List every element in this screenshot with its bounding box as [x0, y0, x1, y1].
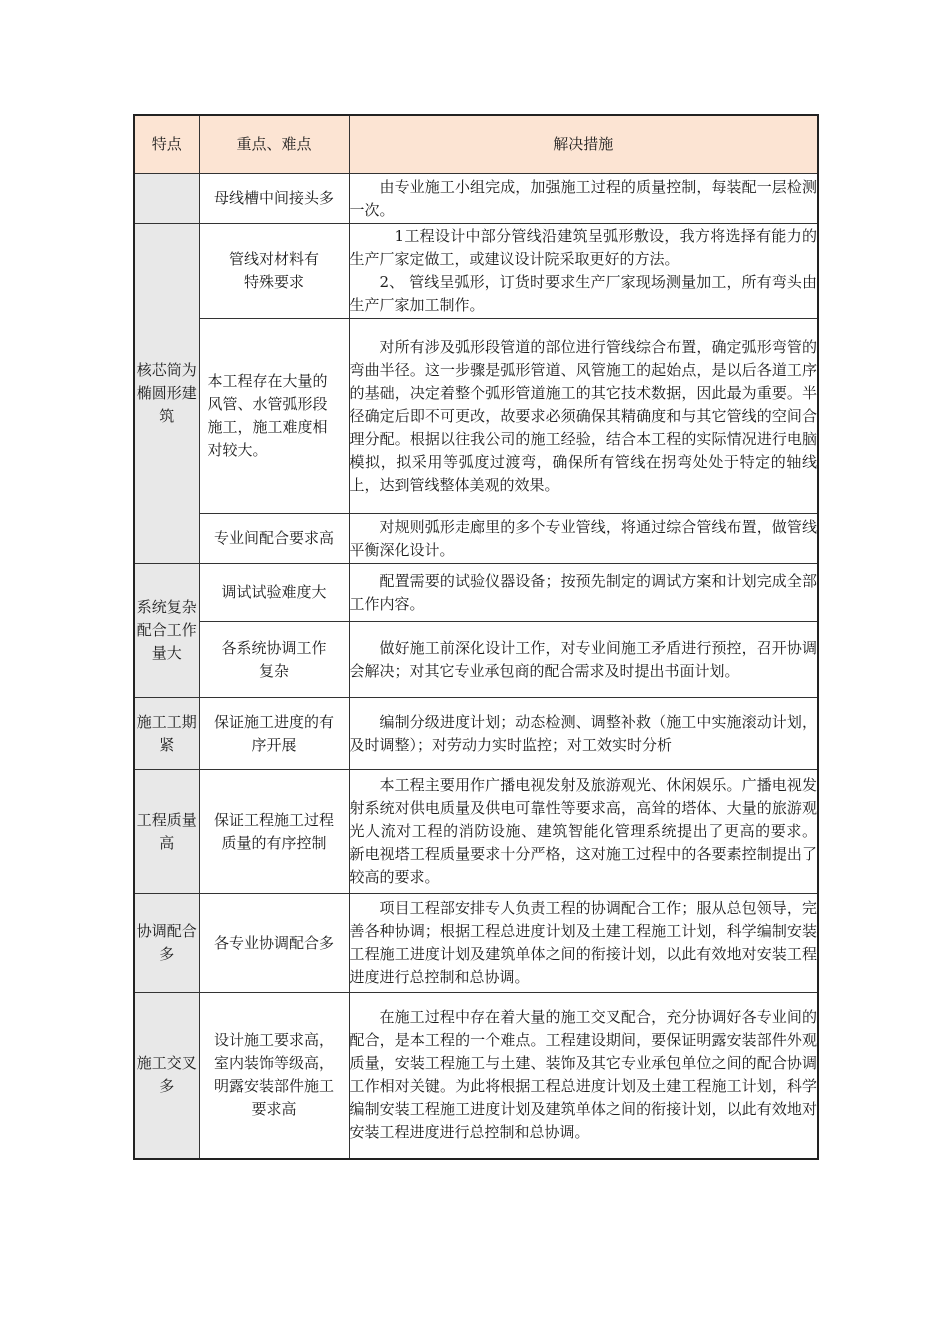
solution-paragraph: 对所有涉及弧形段管道的部位进行管线综合布置，确定弧形弯管的弯曲半径。这一步骤是弧形管道、风管施工的起始点，是以后各道工序的基础，决定着整个弧形管道施工的其它技术数据，因此最为重要。半径确定后即不可更改，故要求必须确保其精确度和与其它管线的空间合理分配。根据以往我公司的施工经验，结合本工程的实际情况进行电脑模拟，拟采用等弧度过渡弯，确保所有管线在拐弯处处于特定的轴线上，达到管线整体美观的效果。 — [349, 337, 817, 494]
key-point-cell: 保证施工进度的有序开展 — [199, 698, 349, 770]
solution-cell — [349, 174, 818, 224]
table-row — [134, 622, 818, 698]
solution-paragraph: 配置需要的试验仪器设备；按预先制定的调试方案和计划完成全部工作内容。 — [349, 571, 817, 613]
feature-cell: 系统复杂配合工作量大 — [134, 564, 199, 698]
feature-cell: 核芯筒为椭圆形建筑 — [134, 224, 199, 564]
key-point-cell: 保证工程施工过程质量的有序控制 — [199, 770, 349, 894]
table-row — [134, 224, 818, 319]
table-row — [134, 894, 818, 993]
solution-cell — [349, 993, 818, 1159]
header-feature: 特点 — [134, 115, 199, 174]
key-point-cell: 母线槽中间接头多 — [199, 174, 349, 224]
table-row — [134, 514, 818, 564]
key-point-cell — [199, 319, 349, 514]
solution-cell — [349, 770, 818, 894]
key-point-cell: 各系统协调工作复杂 — [199, 622, 349, 698]
feature-cell: 施工工期紧 — [134, 698, 199, 770]
solution-cell — [349, 622, 818, 698]
solution-paragraph: 1工程设计中部分管线沿建筑呈弧形敷设，我方将选择有能力的生产厂家定做工，或建议设计院采取更好的方法。 — [349, 227, 817, 268]
key-point-cell: 设计施工要求高，室内装饰等级高，明露安装部件施工要求高 — [199, 993, 349, 1159]
table-row — [134, 698, 818, 770]
table-row — [134, 564, 818, 622]
header-key-points: 重点、难点 — [199, 115, 349, 174]
table-row — [134, 993, 818, 1159]
solution-paragraph: 本工程主要用作广播电视发射及旅游观光、休闲娱乐。广播电视发射系统对供电质量及供电可靠性等要求高，高耸的塔体、大量的旅游观光人流对工程的消防设施、建筑智能化管理系统提出了更高的要求。 新电视塔工程质量要求十分严格，这对施工过程中的各要素控制提出了较高的要求。 — [349, 776, 817, 886]
feature-cell: 施工交叉多 — [134, 993, 199, 1159]
table-header-row — [134, 115, 818, 174]
table-row — [134, 319, 818, 514]
solution-paragraph: 做好施工前深化设计工作，对专业间施工矛盾进行预控，召开协调会解决；对其它专业承包商的配合需求及时提出书面计划。 — [349, 638, 817, 680]
table-row — [134, 174, 818, 224]
key-point-text: 本工程存在大量的风管、水管弧形段施工，施工难度相对较大。 — [207, 372, 328, 459]
solution-cell — [349, 698, 818, 770]
key-point-cell: 专业间配合要求高 — [199, 514, 349, 564]
solution-paragraph: 对规则弧形走廊里的多个专业管线，将通过综合管线布置，做管线平衡深化设计。 — [349, 517, 817, 559]
key-point-cell: 管线对材料有特殊要求 — [199, 224, 349, 319]
solution-paragraph: 由专业施工小组完成，加强施工过程的质量控制，每装配一层检测一次。 — [349, 177, 817, 219]
measures-table — [133, 114, 819, 1160]
feature-cell: 协调配合多 — [134, 894, 199, 993]
solution-cell — [349, 224, 818, 319]
solution-paragraph: 项目工程部安排专人负责工程的协调配合工作；服从总包领导，完善各种协调；根据工程总进度计划及土建工程施工计划，科学编制安装工程施工进度计划及建筑单体之间的衔接计划，以此有效地对安装工程进度进行总控制和总协调。 — [349, 899, 817, 986]
feature-cell — [134, 174, 199, 224]
solution-paragraph: 2、 管线呈弧形，订货时要求生产厂家现场测量加工，所有弯头由生产厂家加工制作。 — [349, 273, 817, 314]
header-solutions: 解决措施 — [349, 115, 818, 174]
solution-paragraph: 编制分级进度计划；动态检测、调整补救（施工中实施滚动计划，及时调整）；对劳动力实时监控；对工效实时分析 — [349, 712, 817, 754]
solution-paragraph: 在施工过程中存在着大量的施工交叉配合，充分协调好各专业间的配合，是本工程的一个难点。工程建设期间，要保证明露安装部件外观质量，安装工程施工与土建、装饰及其它专业承包单位之间的配合协调工作相对关键。为此将根据工程总进度计划及土建工程施工计划，科学编制安装工程施工进度计划及建筑单体之间的衔接计划，以此有效地对安装工程进度进行总控制和总协调。 — [349, 1008, 817, 1142]
key-point-cell: 各专业协调配合多 — [199, 894, 349, 993]
solution-cell — [349, 514, 818, 564]
key-point-cell: 调试试验难度大 — [199, 564, 349, 622]
solution-cell — [349, 564, 818, 622]
solution-cell — [349, 894, 818, 993]
solution-cell — [349, 319, 818, 514]
feature-cell: 工程质量高 — [134, 770, 199, 894]
table-row — [134, 770, 818, 894]
